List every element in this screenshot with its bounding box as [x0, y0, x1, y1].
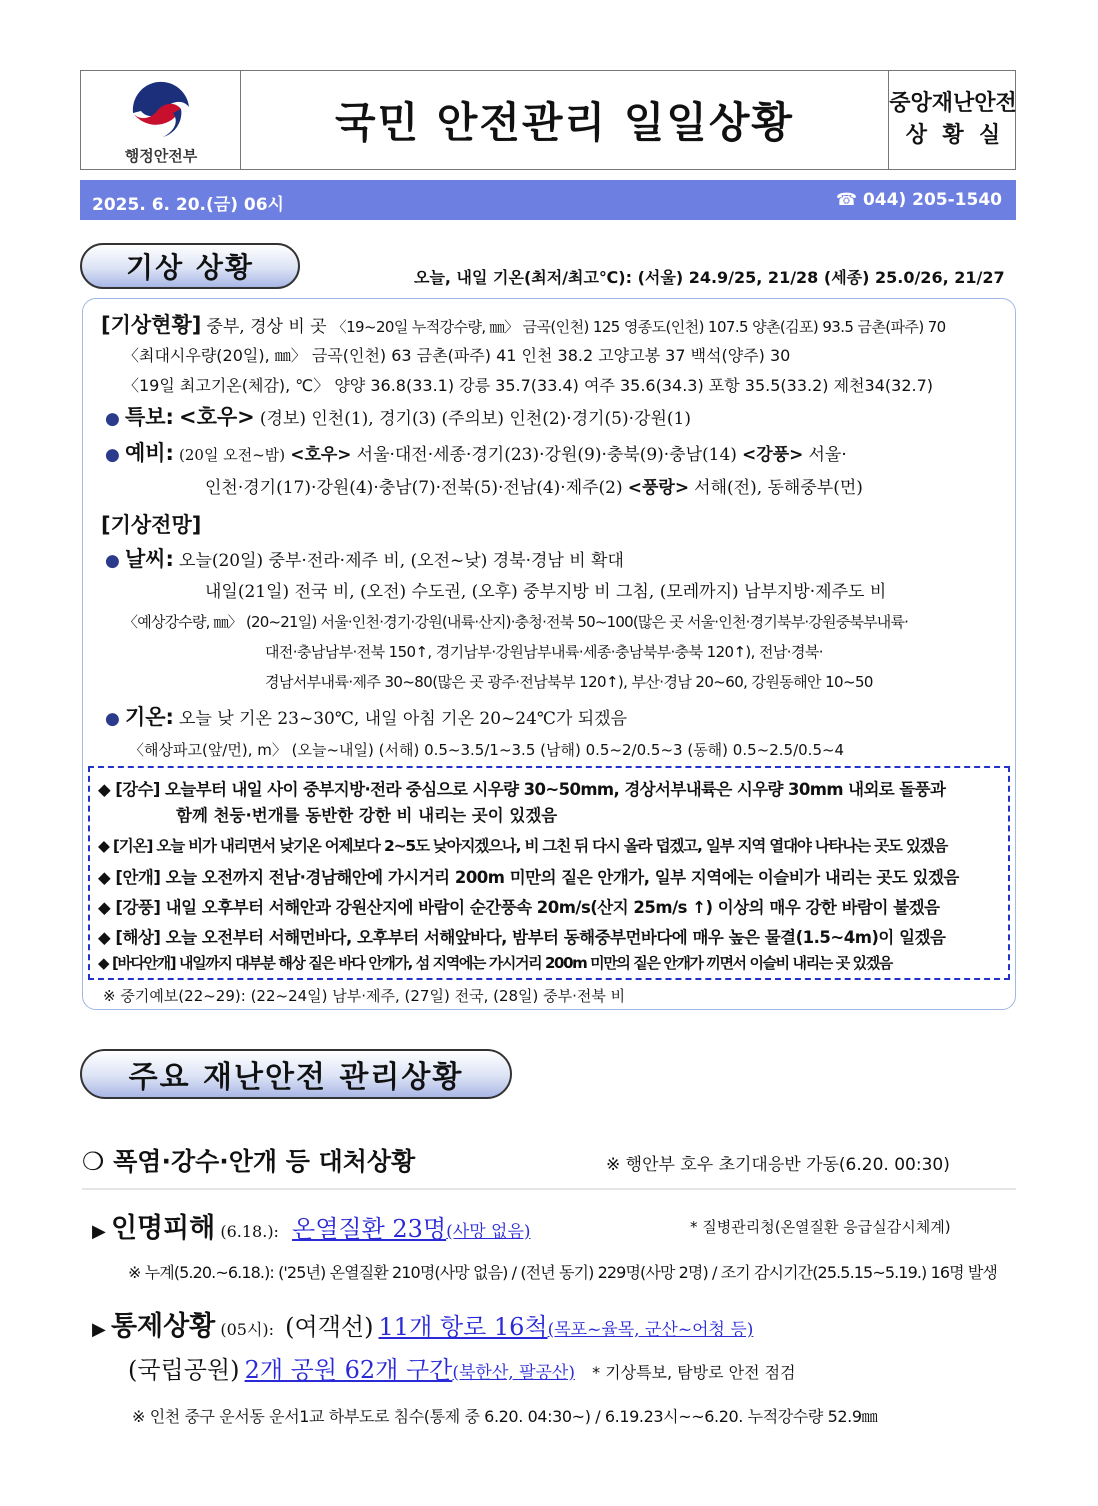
rain-forecast-3: 경남서부내륙·제주 30~80(많은 곳 광주·전남북부 120↑), 부산·경남 20~60, 강원동해안 10~50 [265, 673, 873, 691]
weather-alert-box [88, 766, 1010, 980]
alert-fog: ◆ [안개] 오늘 오전까지 전남·경남해안에 가시거리 200m 미만의 짙은 안개가, 일부 지역에는 이슬비가 내리는 곳도 있겠음 [98, 868, 959, 887]
date-bar [80, 180, 1016, 220]
prelim-time: (20일 오전~밤) [179, 446, 286, 464]
prelim-line-1 [105, 437, 847, 467]
casualty-source: * 질병관리청(온열질환 응급실감시체계) [690, 1218, 951, 1236]
midterm-forecast: ※ 중기예보(22~29): (22~24일) 남부·제주, (27일) 전국, (28일) 중부·전북 비 [103, 987, 626, 1005]
document-title: 국민 안전관리 일일상황 [241, 71, 889, 169]
divider [82, 1188, 1016, 1190]
control-park-note: * 기상특보, 탐방로 안전 점검 [592, 1363, 796, 1382]
temperature-summary: 오늘, 내일 기온(최저/최고℃): (서울) 24.9/25, 21/28 (세종) 25.0/26, 21/27 [414, 268, 1005, 287]
casualty-line [92, 1206, 531, 1245]
triangle-bullet-icon: ▶ [92, 1221, 106, 1242]
management-section-title: 주요 재난안전 관리상황 [80, 1049, 512, 1099]
alert-sea-fog: ◆ [바다안개] 내일까지 대부분 해상 짙은 바다 안개가, 섬 지역에는 가시거리 200m 미만의 짙은 안개가 끼면서 이슬비 내리는 곳 있겠음 [98, 954, 892, 972]
government-emblem-icon [125, 79, 197, 145]
prelim-line-2 [205, 473, 863, 498]
alert-rain: ◆ [강수] 오늘부터 내일 사이 중부지방·전라 중심으로 시우량 30~50mm, 경상서부내륙은 시우량 30mm 내외로 돌풍과 [98, 780, 946, 799]
org-line-1: 중앙재난안전 [889, 91, 1017, 116]
forecast-label: [기상전망] [101, 513, 202, 537]
circle-bullet-icon: ❍ [82, 1147, 105, 1176]
status-line [101, 309, 946, 339]
control-park-sub[interactable]: (북한산, 팔공산) [452, 1363, 575, 1383]
org-name [889, 71, 1017, 169]
max-temperature: 〈19일 최고기온(체감), ℃〉 양양 36.8(33.1) 강릉 35.7(33.4) 여주 35.6(34.3) 포항 35.5(33.2) 제천34(32.7) [123, 376, 934, 395]
control-ferry-sub[interactable]: (목포~율목, 군산~어청 등) [547, 1320, 754, 1340]
prelim-wind-text: 서울· [808, 445, 847, 465]
warning-type: <호우> [179, 405, 255, 429]
triangle-bullet-icon: ▶ [92, 1319, 106, 1340]
prelim-rain-type: <호우> [290, 445, 352, 465]
status-label: [기상현황] [101, 313, 202, 337]
wave-height: 〈해상파고(앞/먼), m〉 (오늘~내일) (서해) 0.5~3.5/1~3.5 (남해) 0.5~2/0.5~3 (동해) 0.5~2.5/0.5~4 [129, 741, 845, 759]
warning-line [105, 401, 691, 431]
control-ferry-link[interactable]: 11개 항로 16척 [378, 1313, 548, 1341]
control-time: (05시): [220, 1320, 275, 1339]
prelim-line2-text: 인천·경기(17)·강원(4)·충남(7)·전북(5)·전남(4)·제주(2) [205, 478, 623, 498]
rain-forecast-1: 〈예상강수량, ㎜〉 (20~21일) 서울·인천·경기·강원(내륙·산지)·충청·전북 50~100(많은 곳 서울·인천·경기북부·강원중북부내륙· [123, 613, 909, 631]
control-label: 통제상황 [110, 1311, 216, 1342]
control-park: (국립공원) [128, 1356, 240, 1384]
casualty-date: (6.18.): [220, 1222, 279, 1241]
status-rain: 〈19~20일 누적강수량, ㎜〉 금곡(인천) 125 영종도(인천) 107.5 양촌(김포) 93.5 금촌(파주) 70 [331, 318, 946, 336]
bullet-icon: ● [105, 409, 120, 429]
alert-sea: ◆ [해상] 오늘 오전부터 서해먼바다, 오후부터 서해앞바다, 밤부터 동해중부먼바다에 매우 높은 물결(1.5~4m)이 일겠음 [98, 928, 946, 947]
response-heading [82, 1142, 415, 1178]
org-line-2: 상 황 실 [905, 123, 1001, 148]
bullet-icon: ● [105, 445, 120, 465]
ministry-name: 행정안전부 [124, 147, 198, 165]
alert-temp: ◆ [기온] 오늘 비가 내리면서 낮기온 어제보다 2~5도 낮아지겠으나, 비 그친 뒤 다시 올라 덥겠고, 일부 지역 열대야 나타나는 곳도 있겠음 [98, 837, 948, 855]
warning-text: (경보) 인천(1), 경기(3) (주의보) 인천(2)·경기(5)·강원(1) [259, 409, 691, 429]
max-hourly-rain: 〈최대시우량(20일), ㎜〉 금곡(인천) 63 금촌(파주) 41 인천 38.2 고양고봉 37 백석(양주) 30 [123, 346, 791, 365]
control-line [92, 1304, 753, 1343]
contact-phone: ☎ 044) 205-1540 [835, 190, 1002, 210]
bullet-icon: ● [105, 551, 120, 571]
wx-today: 오늘(20일) 중부·전라·제주 비, (오전~낮) 경북·경남 비 확대 [179, 551, 624, 571]
temp-line [105, 701, 627, 731]
report-date: 2025. 6. 20.(금) 06시 [92, 195, 284, 215]
wx-tomorrow: 내일(21일) 전국 비, (오전) 수도권, (오후) 중부지방 비 그침, (모레까지) 남부지방·제주도 비 [205, 582, 887, 602]
status-text: 중부, 경상 비 곳 [206, 317, 327, 337]
rain-forecast-2: 대전·충남남부·전북 150↑, 경기남부·강원남부내륙·세종·충남북부·충북 120↑), 전남·경북· [265, 643, 823, 661]
alert-wind: ◆ [강풍] 내일 오후부터 서해안과 강원산지에 바람이 순간풍속 20m/s(산지 25m/s ↑) 이상의 매우 강한 바람이 불겠음 [98, 898, 940, 917]
prelim-wave-type: <풍랑> [627, 478, 690, 498]
casualty-link[interactable]: 온열질환 23명 [292, 1215, 447, 1243]
prelim-wave-text: 서해(전), 동해중부(먼) [694, 478, 863, 498]
response-heading-text: 폭염·강수·안개 등 대처상황 [113, 1147, 416, 1176]
casualty-cumulative: ※ 누계(5.20.~6.18.): ('25년) 온열질환 210명(사망 없음) / (전년 동기) 229명(사망 2명) / 조기 감시기간(25.5.15~5.19.) 16명 발생 [128, 1263, 997, 1282]
temp-label: 기온: [124, 705, 174, 729]
prelim-rain-text: 서울·대전·세종·경기(23)·강원(9)·충북(9)·충남(14) [356, 445, 737, 465]
casualty-link-sub[interactable]: (사망 없음) [446, 1222, 531, 1242]
alert-rain-cont: 함께 천둥·번개를 동반한 강한 비 내리는 곳이 있겠음 [176, 806, 558, 825]
temp-text: 오늘 낮 기온 23~30℃, 내일 아침 기온 20~24℃가 되겠음 [179, 709, 628, 729]
prelim-wind-type: <강풍> [742, 445, 804, 465]
prelim-label: 예비: [124, 441, 174, 465]
weather-section-title: 기상 상황 [80, 243, 300, 289]
bullet-icon: ● [105, 709, 120, 729]
wx-label: 날씨: [124, 547, 174, 571]
logo-cell [81, 71, 241, 169]
flood-note: ※ 인천 중구 운서동 운서1교 하부도로 침수(통제 중 6.20. 04:30~) / 6.19.23시~~6.20. 누적강수량 52.9㎜ [132, 1407, 878, 1426]
control-ferry: (여객선) [285, 1313, 374, 1341]
document-header [80, 70, 1016, 170]
response-note: ※ 행안부 호우 초기대응반 가동(6.20. 00:30) [606, 1155, 950, 1175]
casualty-label: 인명피해 [110, 1213, 216, 1244]
park-line [128, 1350, 796, 1385]
control-park-link[interactable]: 2개 공원 62개 구간 [244, 1356, 453, 1384]
wx-today-line [105, 543, 624, 573]
warning-label: 특보: [124, 405, 174, 429]
